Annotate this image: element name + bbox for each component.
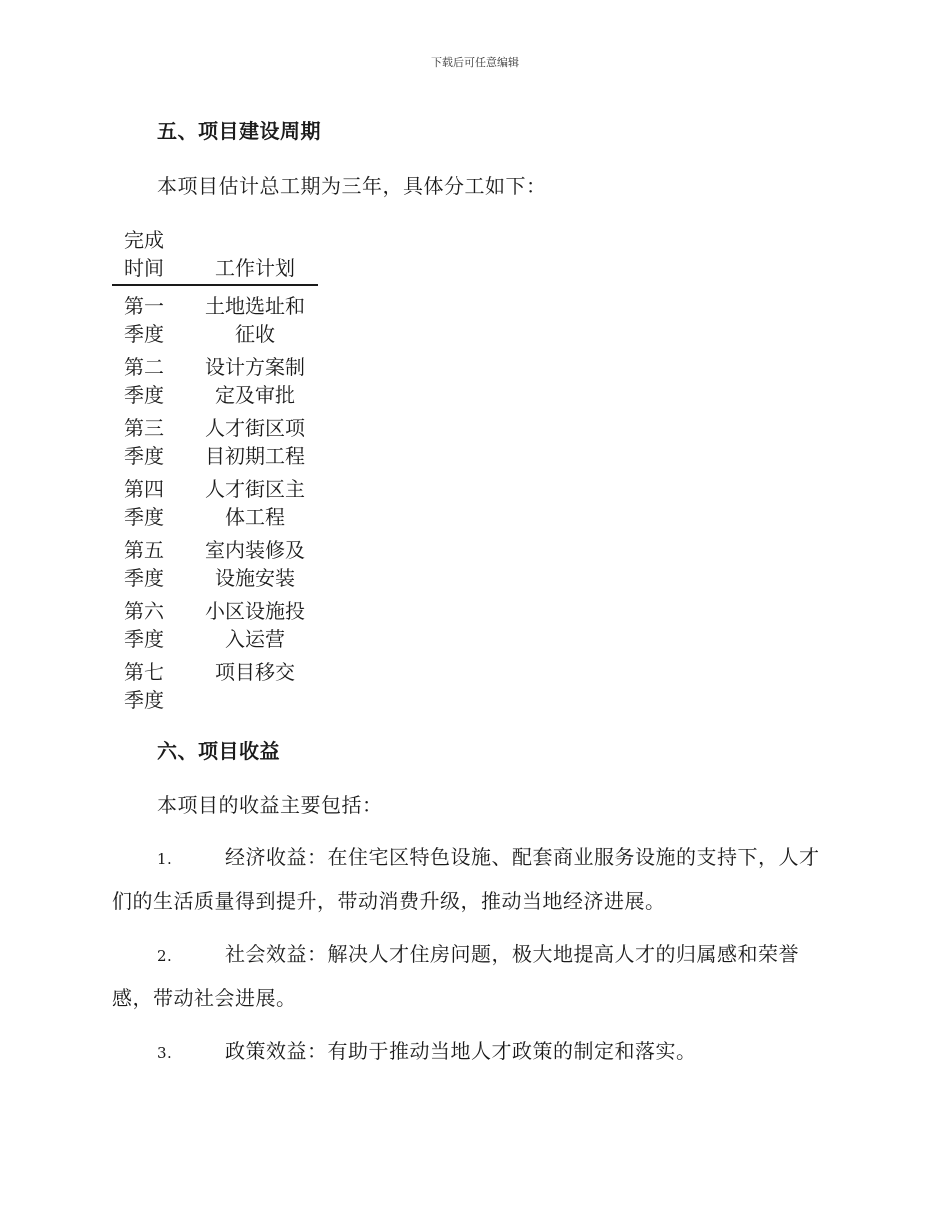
list-text: 社会效益：解决人才住房问题，极大地提高人才的归属感和荣誉感，带动社会进展。 <box>112 942 799 1010</box>
row-plan: 人才街区项目初期工程 <box>205 416 305 468</box>
row-time: 第四季度 <box>124 477 164 529</box>
schedule-table <box>112 226 318 714</box>
row-plan: 小区设施投入运营 <box>205 599 305 651</box>
section-title-benefits: 六、项目收益 <box>157 739 280 763</box>
row-plan: 设计方案制定及审批 <box>205 355 305 407</box>
row-time: 第一季度 <box>124 294 164 346</box>
row-time: 第六季度 <box>124 599 164 651</box>
row-time: 第二季度 <box>124 355 164 407</box>
list-text: 政策效益：有助于推动当地人才政策的制定和落实。 <box>225 1039 697 1063</box>
header-plan: 工作计划 <box>192 226 318 285</box>
row-time: 第五季度 <box>124 538 164 590</box>
row-plan: 土地选址和征收 <box>205 294 305 346</box>
header-time: 完成时间 <box>112 226 192 285</box>
list-number: 3. <box>157 1044 173 1062</box>
table-row <box>112 409 318 470</box>
row-time: 第七季度 <box>124 660 164 712</box>
table-row <box>112 653 318 714</box>
list-number: 1. <box>157 850 173 868</box>
row-plan: 项目移交 <box>215 660 295 684</box>
table-row <box>112 592 318 653</box>
schedule-intro: 本项目估计总工期为三年，具体分工如下： <box>157 174 547 198</box>
table-row <box>112 285 318 348</box>
row-time: 第三季度 <box>124 416 164 468</box>
list-number: 2. <box>157 947 173 965</box>
table-row <box>112 531 318 592</box>
list-item <box>112 1030 832 1074</box>
list-text: 经济收益：在住宅区特色设施、配套商业服务设施的支持下，人才们的生活质量得到提升，带动消费升级，推动当地经济进展。 <box>112 845 820 913</box>
row-plan: 室内装修及设施安装 <box>205 538 305 590</box>
table-row <box>112 348 318 409</box>
list-item <box>112 933 832 1019</box>
table-row <box>112 470 318 531</box>
schedule-header-row <box>112 226 318 285</box>
benefits-intro: 本项目的收益主要包括： <box>157 793 383 817</box>
page-header: 下载后可任意编辑 <box>431 56 519 69</box>
section-title-schedule: 五、项目建设周期 <box>157 119 321 143</box>
row-plan: 人才街区主体工程 <box>205 477 305 529</box>
list-item <box>112 836 832 922</box>
